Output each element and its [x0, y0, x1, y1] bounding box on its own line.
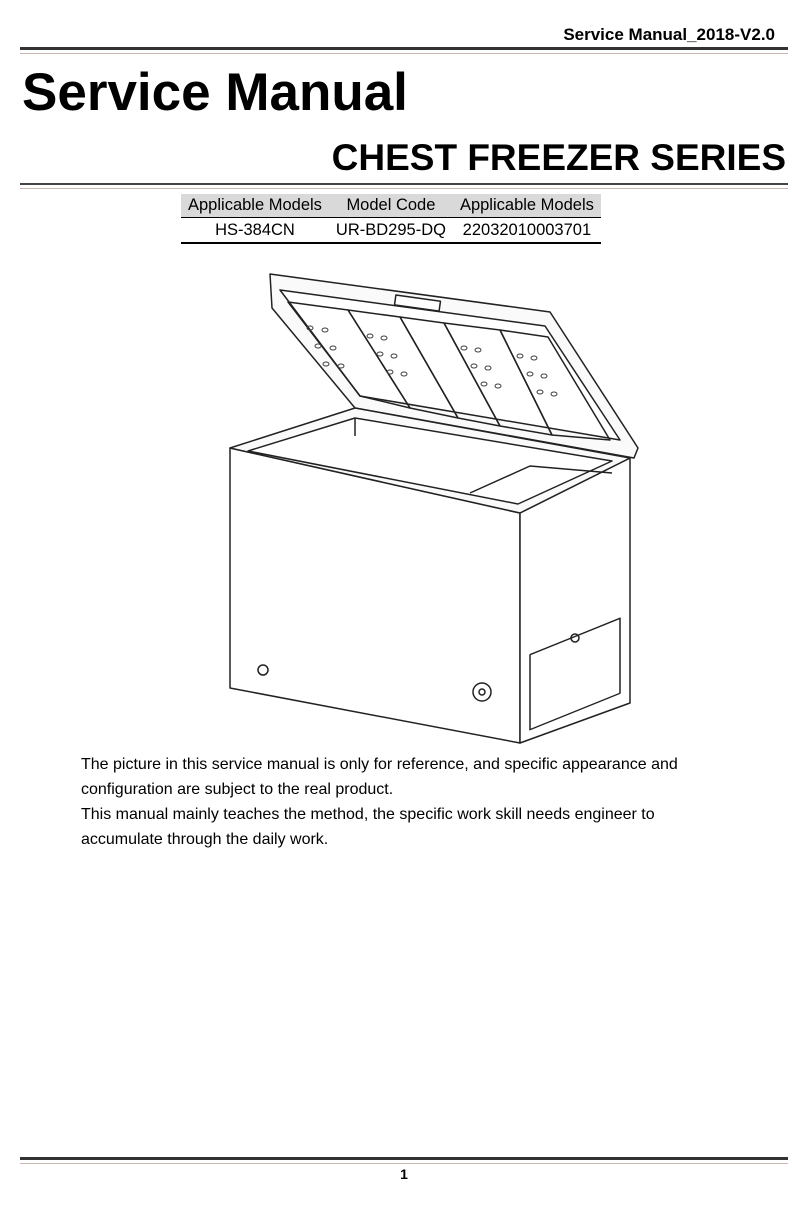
disclaimer-paragraph-2: This manual mainly teaches the method, the specific work skill needs engineer to accumulate through the daily work. [81, 806, 655, 848]
chest-freezer-illustration [200, 268, 640, 748]
page-subtitle: CHEST FREEZER SERIES [331, 137, 786, 178]
title-divider-thin [20, 188, 788, 189]
cell-model: HS-384CN [181, 218, 329, 244]
table-row [181, 218, 601, 244]
footer-divider [20, 1157, 788, 1160]
title-divider [20, 183, 788, 185]
col-header-applicable-models: Applicable Models [181, 194, 329, 218]
col-header-applicable-models-2: Applicable Models [453, 194, 601, 218]
top-divider [20, 47, 788, 50]
models-table-header-row [181, 194, 601, 218]
col-header-model-code: Model Code [329, 194, 453, 218]
disclaimer-paragraph-1: The picture in this service manual is only for reference, and specific appearance and configuration are subject to the real product. [81, 756, 678, 798]
cell-part-number: 22032010003701 [453, 218, 601, 244]
cell-model-code: UR-BD295-DQ [329, 218, 453, 244]
models-table [181, 194, 601, 244]
page-number: 1 [400, 1166, 408, 1182]
page-title: Service Manual [22, 63, 408, 122]
footer-divider-thin [20, 1163, 788, 1164]
disclaimer-text [81, 752, 731, 852]
header-label: Service Manual_2018-V2.0 [563, 25, 775, 44]
top-divider-thin [20, 53, 788, 54]
